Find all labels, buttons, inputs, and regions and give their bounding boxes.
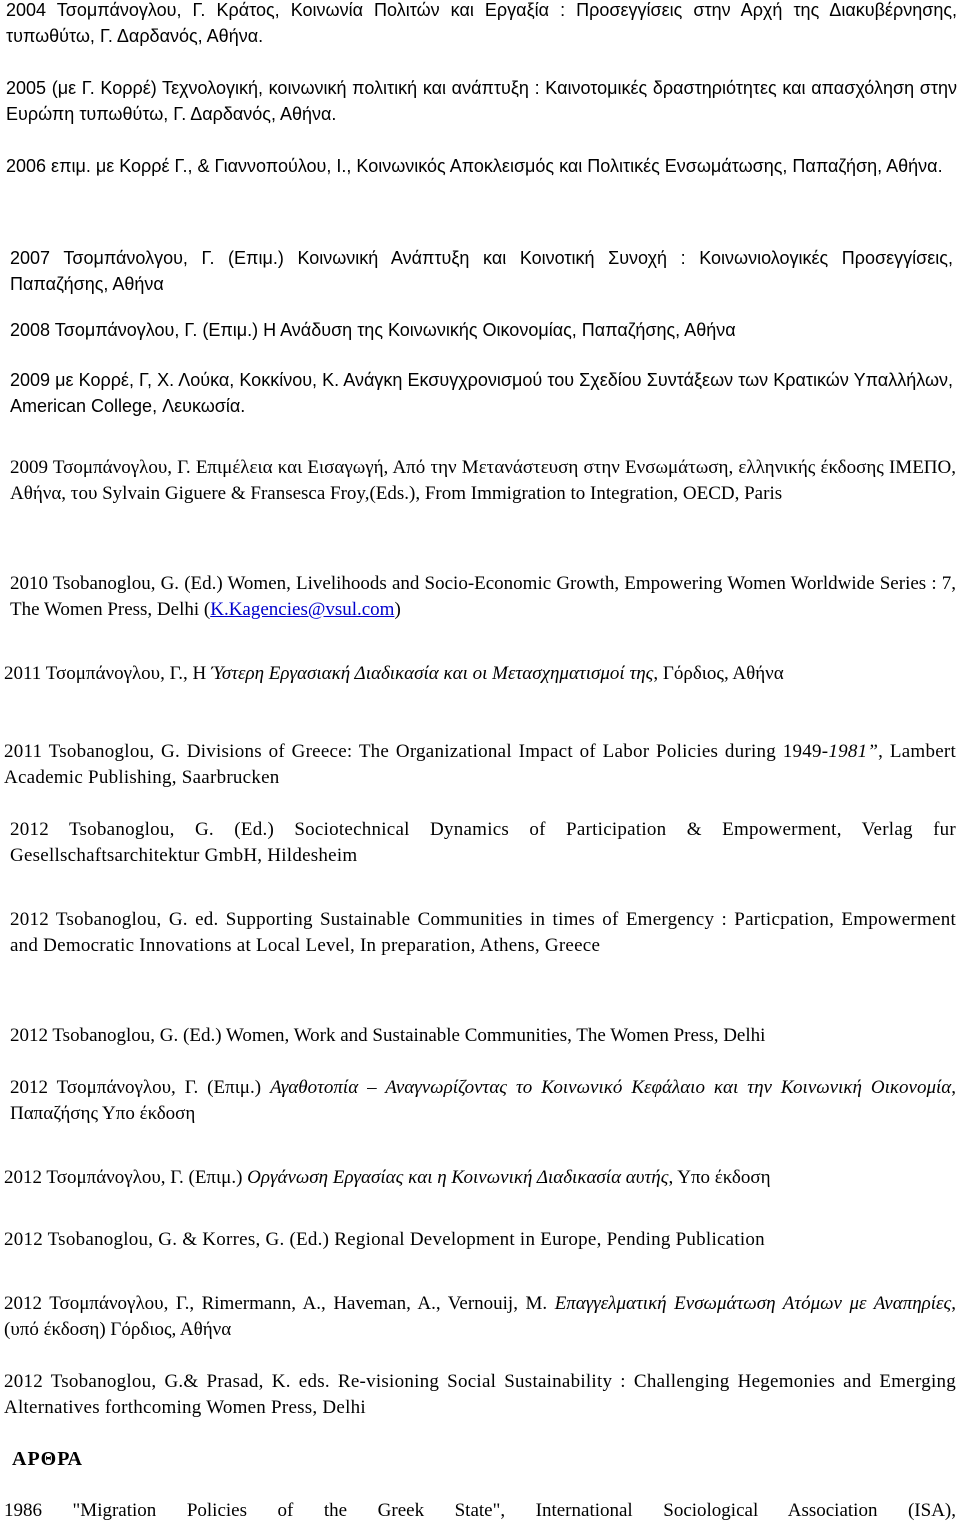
entry-text: 2012 Τσομπάνογλου, Γ. (Επιμ.) — [10, 1077, 271, 1098]
publication-entry — [4, 661, 956, 687]
entry-text: 2009 Τσομπάνογλου, Γ. Επιμέλεια και Εισαγωγή, Από την Μετανάστευση στην Ενσωμάτωση, ελληνικής έκδοσης ΙΜΕΠΟ, Αθήνα, του Sylvain Giguere & Fransesca Froy,(Eds.), From Immigration to Integration, OECD, Paris — [10, 457, 956, 504]
section-heading: ΑΡΘΡΑ — [12, 1448, 83, 1470]
entry-text: , Υπο έκδοση — [668, 1167, 771, 1188]
publication-entry — [10, 907, 956, 959]
publication-entry — [6, 153, 957, 179]
publication-entry — [10, 367, 953, 419]
entry-text: 2012 Τσομπάνογλου, Γ., Rimermann, A., Haveman, A., Vernouij, M. — [4, 1293, 555, 1314]
entry-text: 2012 Tsobanoglou, G. & Korres, G. (Ed.) Regional Development in Europe, Pending Publication — [4, 1229, 765, 1250]
article-entry — [4, 1498, 956, 1524]
publication-entry — [10, 1075, 956, 1127]
entry-text: 2012 Tsobanoglou, G. (Ed.) Women, Work and Sustainable Communities, The Women Press, Delhi — [10, 1025, 766, 1046]
entry-title: 1981” — [828, 741, 879, 762]
publication-entry — [10, 1023, 956, 1049]
publication-entry — [4, 1369, 956, 1421]
entry-title: Οργάνωση Εργασίας και η Κοινωνική Διαδικασία αυτής — [247, 1167, 669, 1188]
entry-text: 2011 Τσομπάνογλου, Γ., Η — [4, 663, 212, 684]
entry-title: Επαγγελματική Ενσωμάτωση Ατόμων με Αναπηρίες — [554, 1293, 952, 1314]
entry-title: Αγαθοτοπία – Αναγνωρίζοντας το Κοινωνικό Κεφάλαιο και την Κοινωνική Οικονομία — [270, 1077, 952, 1098]
entry-text: , Lambert Academic Publishing, Saarbrucken — [4, 741, 956, 788]
entry-text: , Γόρδιος, Αθήνα — [653, 663, 784, 684]
publication-entry — [6, 75, 957, 127]
publication-entry — [4, 1227, 956, 1253]
entry-text: 2007 Τσομπάνολγου, Γ. (Επιμ.) Κοινωνική Ανάπτυξη και Κοινοτική Συνοχή : Κοινωνιολογικές Προσεγγίσεις, Παπαζήσης, Αθήνα — [10, 248, 953, 294]
entry-text: 2006 επιμ. με Κορρέ Γ., & Γιαννοπούλου, Ι., Κοινωνικός Αποκλεισμός και Πολιτικές Ενσωμάτωσης, Παπαζήση, Αθήνα. — [6, 156, 943, 176]
publication-entry — [10, 317, 953, 343]
entry-text: 2012 Τσομπάνογλου, Γ. (Επιμ.) — [4, 1167, 248, 1188]
entry-text: , (υπό έκδοση) Γόρδιος, Αθήνα — [4, 1293, 956, 1340]
email-link[interactable]: K.Kagencies@vsul.com — [210, 599, 395, 620]
entry-text: 2005 (με Γ. Κορρέ) Τεχνολογική, κοινωνική πολιτική και ανάπτυξη : Καινοτομικές δραστηριότητες και απασχόληση στην Ευρώπη τυπωθύτω, Γ. Δαρδανός, Αθήνα. — [6, 78, 957, 124]
entry-text: 2004 Τσομπάνογλου, Γ. Κράτος, Κοινωνία Πολιτών και Εργαξία : Προσεγγίσεις στην Αρχή της Διακυβέρνησης, τυπωθύτω, Γ. Δαρδανός, Αθήνα. — [6, 0, 957, 46]
entry-text: 2009 με Κορρέ, Γ, Χ. Λούκα, Κοκκίνου, Κ. Ανάγκη Εκσυγχρονισμού του Σχεδίου Συντάξεων των Κρατικών Υπαλλήλων, American College, Λευκωσία. — [10, 370, 953, 416]
entry-text: 2008 Τσομπάνογλου, Γ. (Επιμ.) Η Ανάδυση της Κοινωνικής Οικονομίας, Παπαζήσης, Αθήνα — [10, 320, 736, 340]
publication-entry — [6, 0, 957, 49]
publication-entry — [10, 571, 956, 623]
publication-entry — [4, 1165, 956, 1191]
publication-entry — [4, 739, 956, 791]
entry-text: 2011 Tsobanoglou, G. Divisions of Greece: The Organizational Impact of Labor Policies during 1949- — [4, 741, 829, 762]
publication-entry — [10, 817, 956, 869]
entry-text: , Παπαζήσης Υπο έκδοση — [10, 1077, 957, 1124]
entry-text: 2012 Tsobanoglou, G. (Ed.) Sociotechnical Dynamics of Participation & Empowerment, Verlag fur Gesellschaftsarchitektur GmbH, Hildesheim — [10, 819, 956, 866]
entry-text: 2012 Tsobanoglou, G. ed. Supporting Sustainable Communities in times of Emergency : Particpation, Empowerment and Democratic Innovations at Local Level, In preparation, Athens, Greece — [10, 909, 956, 956]
entry-title: Ύστερη Εργασιακή Διαδικασία και οι Μετασχηματισμοί της — [211, 663, 654, 684]
entry-text: 1986 "Migration Policies of the Greek State", International Sociological Association (ISA), — [4, 1500, 956, 1521]
publication-entry — [10, 455, 956, 507]
entry-text-closing: ) — [394, 599, 401, 620]
entry-text: 2010 Tsobanoglou, G. (Ed.) Women, Livelihoods and Socio-Economic Growth, Empowering Women Worldwide Series : 7, The Women Press, Delhi ( — [10, 573, 956, 620]
entry-text: 2012 Tsobanoglou, G.& Prasad, K. eds. Re-visioning Social Sustainability : Challenging Hegemonies and Emerging Alternatives forthcoming Women Press, Delhi — [4, 1371, 956, 1418]
publication-entry — [4, 1291, 956, 1343]
publication-entry — [10, 245, 953, 297]
